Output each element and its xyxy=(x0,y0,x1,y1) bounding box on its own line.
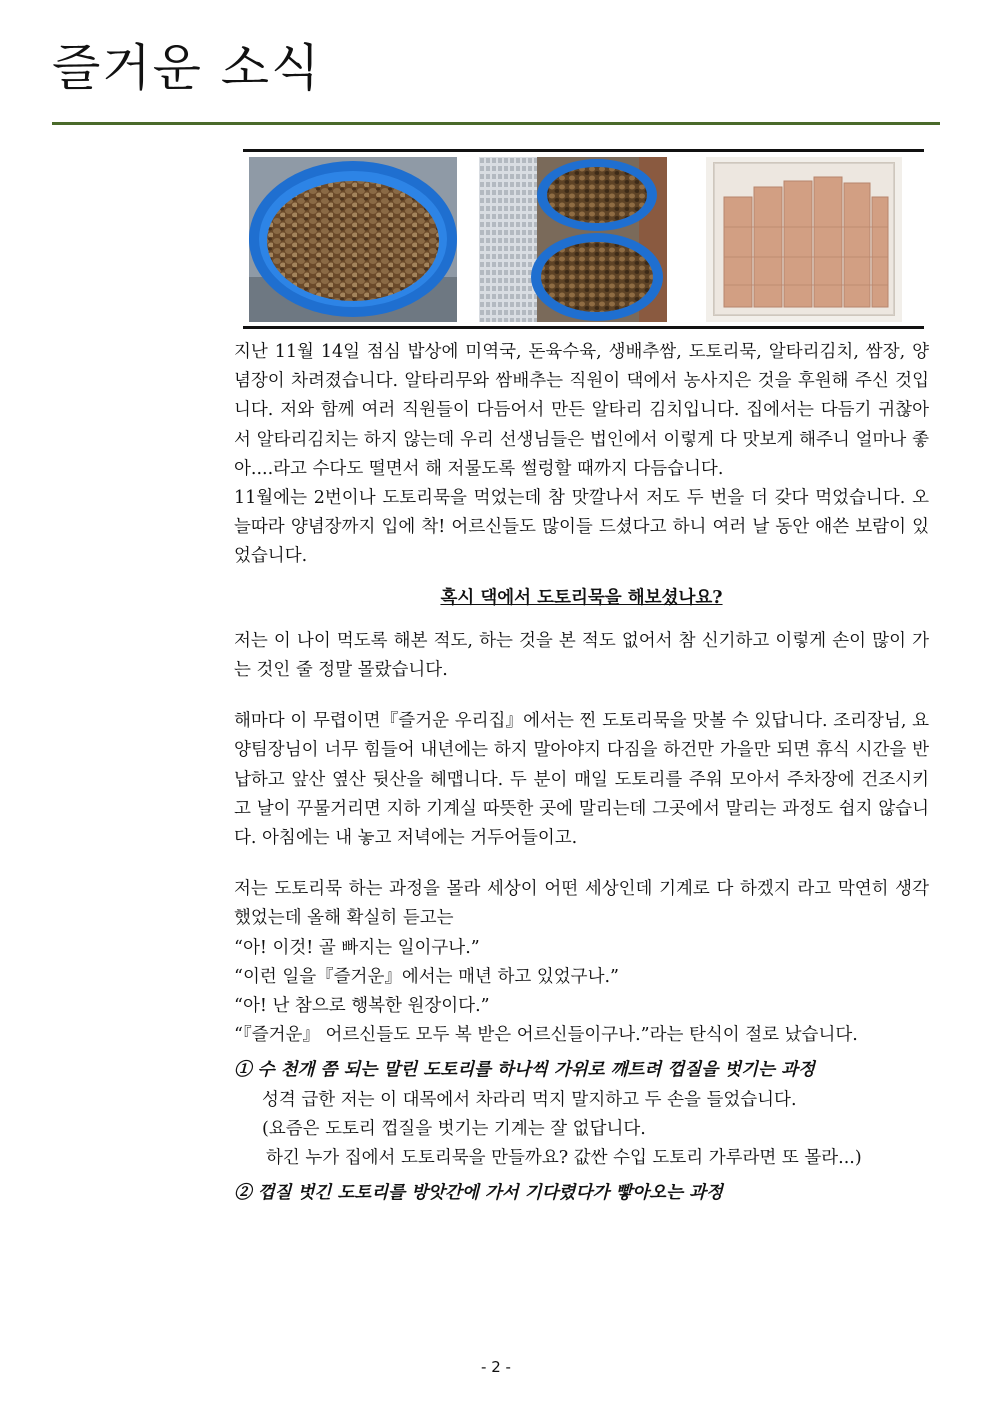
step-note: 하긴 누가 집에서 도토리묵을 만들까요? 값싼 수입 도토리 가루라면 또 몰라...) xyxy=(266,1148,862,1169)
quote-line: “아! 이것! 골 빠지는 일이구나.” xyxy=(234,937,480,958)
page-title: 즐거운 소식 xyxy=(52,39,322,97)
quote-line: “『즐거운』 어르신들도 모두 복 받은 어르신들이구나.”라는 탄식이 절로 났습니다. xyxy=(234,1025,858,1046)
paragraph-lunch: 지난 11월 14일 점심 밥상에 미역국, 돈육수육, 생배추쌈, 도토리묵, 알타리김치, 쌈장, 양념장이 차려졌습니다. 알타리무와 쌈배추는 직원이 댁에서 농사지은 것을 후원해 주신 것입니다. 저와 함께 여러 직원들이 다듬어서 만든 알타리 김치입니다. 집에서는 다듬기 귀찮아서 알타리김치는 하지 않는데 우리 선생님들은 법인에서 이렇게 다 맛보게 해주니 얼마나 좋아....라고 수다도 떨면서 해 저물도록 썰렁할 때까지 다듬습니다. xyxy=(234,342,929,479)
acorn-jelly-tray-photo xyxy=(706,157,902,322)
drying-acorns-photo xyxy=(479,157,667,322)
photo-strip xyxy=(243,149,924,329)
page-number: - 2 - xyxy=(481,1358,511,1376)
quote-line: “아! 난 참으로 행복한 원장이다.” xyxy=(234,996,490,1017)
title-divider xyxy=(52,122,940,125)
step-heading-1: ① 수 천개 쯤 되는 말린 도토리를 하나씩 가위로 깨트려 껍질을 벗기는 과정 xyxy=(234,1060,815,1081)
quote-line: “이런 일을『즐거운』에서는 매년 하고 있었구나.” xyxy=(234,966,619,987)
acorn-basket-photo xyxy=(249,157,457,322)
step-note: 성격 급한 저는 이 대목에서 차라리 먹지 말지하고 두 손을 들었습니다. xyxy=(262,1089,797,1110)
section-heading: 혹시 댁에서 도토리묵을 해보셨나요? xyxy=(440,587,723,608)
step-heading-2: ② 껍질 벗긴 도토리를 방앗간에 가서 기다렸다가 빻아오는 과정 xyxy=(234,1183,723,1204)
paragraph-first-time: 저는 이 나이 먹도록 해본 적도, 하는 것을 본 적도 없어서 참 신기하고 이렇게 손이 많이 가는 것인 줄 정말 몰랐습니다. xyxy=(234,630,929,681)
paragraph-every-year: 해마다 이 무렵이면『즐거운 우리집』에서는 찐 도토리묵을 맛볼 수 있답니다. 조리장님, 요양팀장님이 너무 힘들어 내년에는 하지 말아야지 다짐을 하건만 가을만 되면 휴식 시간을 반납하고 앞산 옆산 뒷산을 헤맵니다. 두 분이 매일 도토리를 주워 모아서 주차장에 건조시키고 날이 꾸물거리면 지하 기계실 따뜻한 곳에 말리는데 그곳에서 말리는 과정도 쉽지 않습니다. 아침에는 내 놓고 저녁에는 거두어들이고. xyxy=(234,711,929,849)
article-body xyxy=(234,338,929,1208)
step-note: (요즘은 도토리 껍질을 벗기는 기계는 잘 없답니다. xyxy=(262,1118,646,1139)
paragraph-process: 저는 도토리묵 하는 과정을 몰라 세상이 어떤 세상인데 기계로 다 하겠지 라고 막연히 생각했었는데 올해 확실히 듣고는 xyxy=(234,879,929,929)
paragraph-acorn-jelly: 11월에는 2번이나 도토리묵을 먹었는데 참 맛깔나서 저도 두 번을 더 갖다 먹었습니다. 오늘따라 양념장까지 입에 착! 어르신들도 많이들 드셨다고 하니 여러 날 동안 애쓴 보람이 있었습니다. xyxy=(234,488,929,567)
